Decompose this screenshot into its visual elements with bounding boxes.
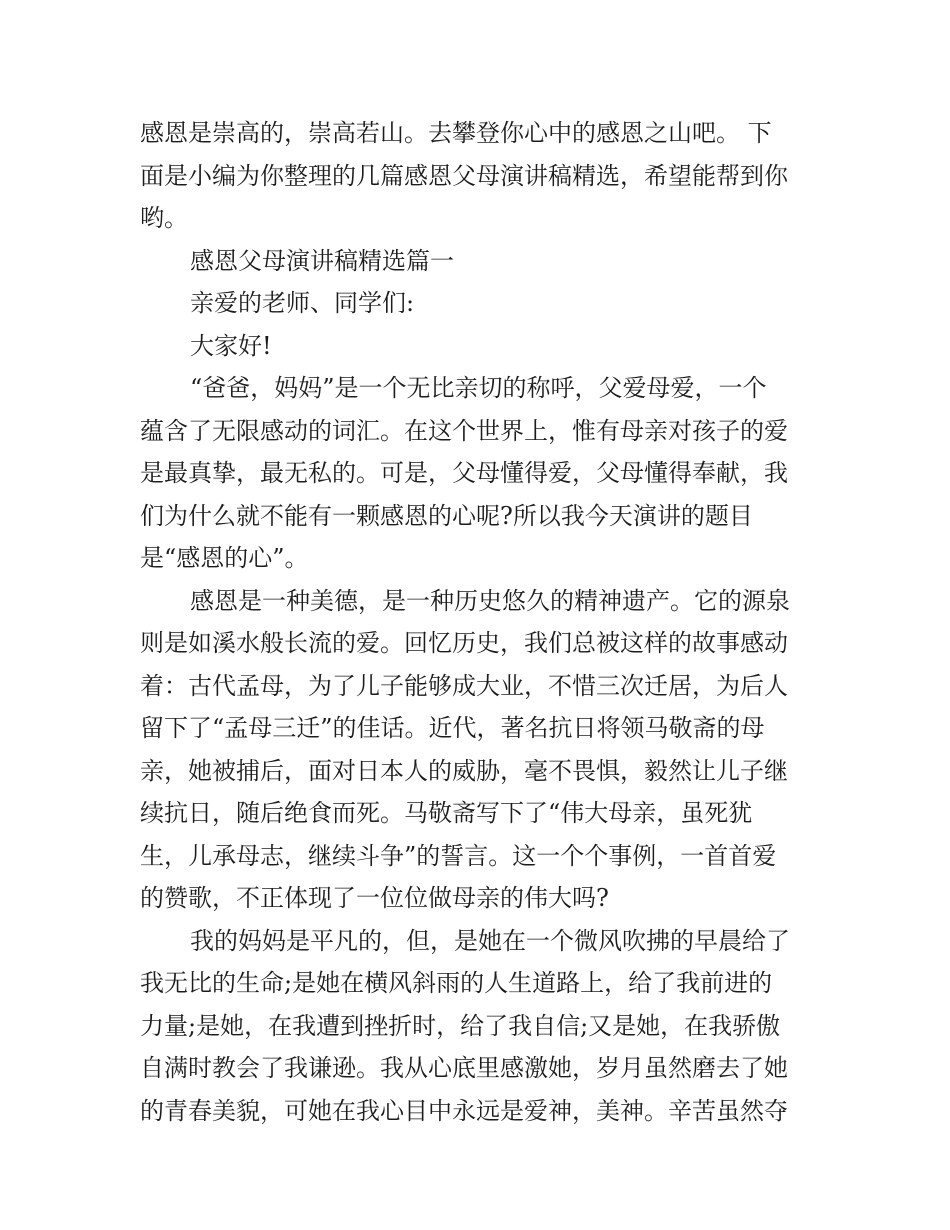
text-line: “爸爸，妈妈”是一个无比亲切的称呼，父爱母爱，一个 — [190, 374, 767, 402]
text-line: 则是如溪水般长流的爱。回忆历史，我们总被这样的故事感动 — [140, 629, 788, 657]
text-line: 自满时教会了我谦逊。我从心底里感激她，岁月虽然磨去了她 — [140, 1054, 788, 1082]
text-line: 留下了“孟母三迁”的佳话。近代，著名抗日将领马敬斋的母 — [140, 714, 765, 742]
text-line: 亲，她被捕后，面对日本人的威胁，毫不畏惧，毅然让儿子继 — [140, 756, 788, 785]
text-line: 感恩是崇高的，崇高若山。去攀登你心中的感恩之山吧。 下 — [140, 119, 772, 147]
text-line: 我无比的生命;是她在横风斜雨的人生道路上，给了我前进的 — [140, 969, 773, 997]
text-line: 是“感恩的心”。 — [140, 544, 309, 572]
text-line: 蕴含了无限感动的词汇。在这个世界上，惟有母亲对孩子的爱 — [140, 416, 788, 445]
text-line: 着：古代孟母，为了儿子能够成大业，不惜三次迁居，为后人 — [140, 671, 788, 700]
text-line: 大家好! — [190, 331, 272, 360]
text-line: 续抗日，随后绝食而死。马敬斋写下了“伟大母亲，虽死犹 — [140, 799, 753, 827]
text-line: 我的妈妈是平凡的，但，是她在一个微风吹拂的早晨给了 — [190, 926, 790, 955]
text-line: 的赞歌，不正体现了一位位做母亲的伟大吗? — [140, 884, 609, 912]
text-line: 亲爱的老师、同学们: — [190, 289, 415, 317]
text-line: 的青春美貌，可她在我心目中永远是爱神，美神。辛苦虽然夺 — [140, 1096, 788, 1125]
text-line: 们为什么就不能有一颗感恩的心呢?所以我今天演讲的题目 — [140, 501, 753, 530]
speech-text — [140, 112, 810, 1132]
text-line: 面是小编为你整理的几篇感恩父母演讲稿精选，希望能帮到你 — [140, 161, 788, 190]
text-line: 感恩父母演讲稿精选篇一 — [190, 246, 454, 275]
text-line: 哟。 — [140, 204, 188, 232]
text-line: 感恩是一种美德，是一种历史悠久的精神遗产。它的源泉 — [190, 586, 790, 615]
text-line: 是最真挚，最无私的。可是，父母懂得爱，父母懂得奉献，我 — [140, 459, 788, 487]
text-line: 力量;是她，在我遭到挫折时，给了我自信;又是她，在我骄傲 — [140, 1011, 781, 1040]
text-line: 生，儿承母志，继续斗争”的誓言。这一个个事例，一首首爱 — [140, 841, 777, 870]
